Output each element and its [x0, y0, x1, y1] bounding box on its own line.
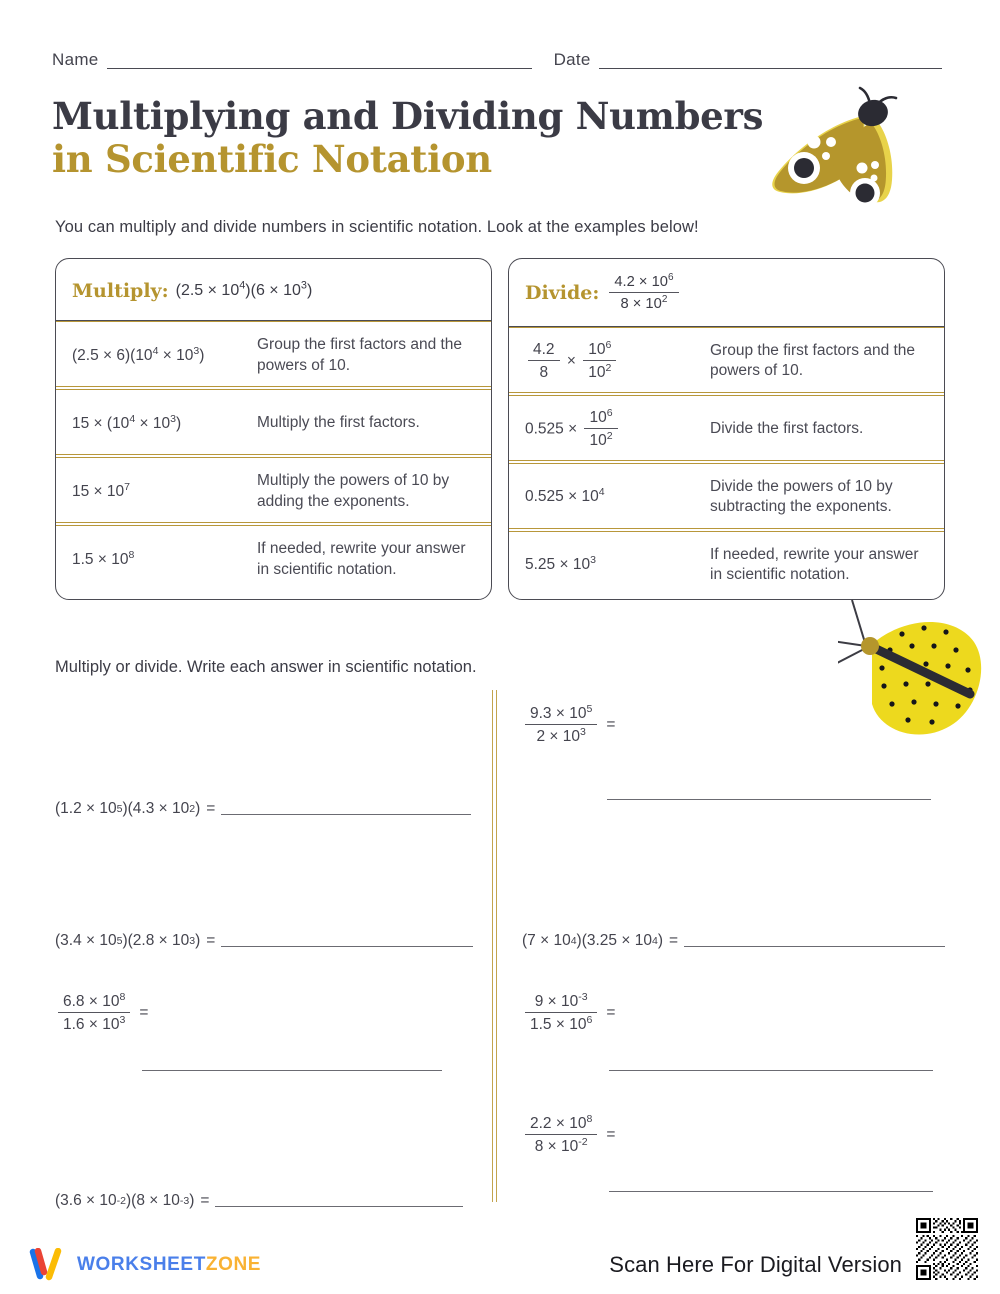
- scan-here-text: Scan Here For Digital Version: [609, 1252, 902, 1277]
- divide-label: Divide:: [525, 282, 600, 305]
- name-label: Name: [52, 50, 99, 69]
- problem-6-expression: $\frac{9 \times 10^{-3}}{1.5 \times 10^6}$ =: [522, 992, 621, 1035]
- moth-illustration-top: [752, 86, 962, 221]
- problem-cell-4: [500, 850, 945, 978]
- multiply-step-4: [56, 525, 491, 593]
- footer: [0, 1230, 1000, 1294]
- problem-cell-7: [55, 1110, 500, 1230]
- page-title: [52, 96, 772, 181]
- problem-5-expression: $\frac{6.8 \times 10^8}{1.6 \times 10^3}$ =: [55, 992, 154, 1035]
- multiply-heading-expression: $(2.5 \times 10^4)(6 \times 10^3)$: [175, 279, 313, 299]
- multiply-step-3-desc: Multiply the powers of 10 by adding the exponents.: [257, 472, 450, 510]
- divide-step-4-expr: $5.25 \times 10^3$: [525, 554, 596, 574]
- problem-4-answer-line[interactable]: [684, 946, 945, 947]
- example-box-divide: [508, 258, 945, 600]
- divide-step-3: [509, 463, 944, 531]
- problem-cell-2: [500, 690, 945, 850]
- multiply-step-3: [56, 457, 491, 525]
- multiply-step-2: [56, 389, 491, 457]
- multiply-step-2-desc: Multiply the first factors.: [257, 414, 420, 432]
- date-label: Date: [553, 50, 591, 69]
- divide-step-4: [509, 531, 944, 599]
- problem-cell-6: [500, 978, 945, 1110]
- problem-row-1: [55, 690, 945, 850]
- problem-7-answer-line[interactable]: [215, 1206, 463, 1207]
- problem-cell-5: [55, 978, 500, 1110]
- problem-6-answer-line[interactable]: [609, 1070, 933, 1071]
- problem-3-answer-line[interactable]: [221, 946, 473, 947]
- divide-step-2-expr: 0.525 × $\frac{10^6}{10^2}$: [525, 408, 710, 451]
- problem-row-3: [55, 978, 945, 1110]
- title-line-2: in Scientific Notation: [52, 137, 492, 182]
- worksheet-zone-logo[interactable]: [28, 1248, 261, 1282]
- date-input-line[interactable]: [599, 68, 942, 69]
- divide-heading-expression: $\frac{4.2 \times 10^6}{8 \times 10^2}$: [609, 273, 678, 314]
- example-box-multiply: [55, 258, 492, 600]
- divide-step-4-desc: If needed, rewrite your answer in scientific notation.: [710, 546, 919, 584]
- problem-row-2: [55, 850, 945, 978]
- problem-8-answer-line[interactable]: [609, 1191, 933, 1192]
- problem-8-expression: $\frac{2.2 \times 10^8}{8 \times 10^{-2}}$ =: [522, 1114, 621, 1157]
- multiply-step-1-expr: $(2.5 \times 6)(10^4 \times 10^3)$: [72, 344, 205, 364]
- problem-1-answer-line[interactable]: [221, 814, 471, 815]
- divide-step-1: [509, 327, 944, 395]
- logo-word-worksheet: WORKSHEET: [77, 1254, 206, 1275]
- problem-cell-3: [55, 850, 500, 978]
- multiply-step-4-expr: $1.5 \times 10^8$: [72, 548, 135, 568]
- divide-step-1-desc: Group the first factors and the powers of 10.: [710, 342, 916, 380]
- problem-4-expression: (7 × 10 4 )(3.25 × 10 4 ) =: [522, 932, 679, 949]
- problem-2-expression: $\frac{9.3 \times 10^5}{2 \times 10^3}$ =: [522, 704, 621, 747]
- multiply-step-4-desc: If needed, rewrite your answer in scientific notation.: [257, 540, 466, 578]
- problems-section: [55, 690, 945, 1230]
- multiply-step-2-expr: $15 \times (10^4 \times 10^3)$: [72, 412, 182, 432]
- title-line-1: Multiplying and Dividing Numbers: [52, 94, 764, 138]
- divide-heading: [509, 259, 944, 327]
- multiply-heading: [56, 259, 491, 321]
- problem-row-4: [55, 1110, 945, 1230]
- problem-5-answer-line[interactable]: [142, 1070, 442, 1071]
- logo-word-zone: ZONE: [205, 1254, 262, 1275]
- logo-mark-icon: [28, 1248, 68, 1282]
- name-date-header: [52, 50, 948, 72]
- multiply-step-3-expr: $15 \times 10^7$: [72, 480, 131, 500]
- divide-step-3-desc: Divide the powers of 10 by subtracting the exponents.: [710, 478, 893, 516]
- multiply-label: Multiply:: [72, 279, 169, 302]
- problem-1-expression: (1.2 × 10 5 )(4.3 × 10 2 ) =: [55, 800, 216, 817]
- divide-step-2: [509, 395, 944, 463]
- multiply-step-1: [56, 321, 491, 389]
- divide-step-3-expr: $0.525 \times 10^4$: [525, 486, 605, 506]
- divide-step-2-desc: Divide the first factors.: [710, 420, 864, 438]
- multiply-step-1-desc: Group the first factors and the powers of 10.: [257, 336, 463, 374]
- logo-text: [77, 1254, 261, 1276]
- problem-3-expression: (3.4 × 10 5 )(2.8 × 10 3 ) =: [55, 932, 216, 949]
- directions-text: Multiply or divide. Write each answer in scientific notation.: [55, 658, 477, 676]
- qr-code-icon[interactable]: [916, 1218, 978, 1280]
- problem-cell-1: [55, 690, 500, 850]
- problem-7-expression: (3.6 × 10 -2 )(8 × 10 -3 ) =: [55, 1192, 210, 1209]
- example-boxes: [55, 258, 945, 600]
- divide-step-1-expr: $\frac{4.2}{8}$ × $\frac{10^6}{10^2}$: [525, 340, 710, 383]
- name-input-line[interactable]: [107, 68, 532, 69]
- problem-cell-8: [500, 1110, 945, 1230]
- intro-text: You can multiply and divide numbers in scientific notation. Look at the examples below!: [55, 218, 699, 236]
- problem-2-answer-line[interactable]: [607, 799, 931, 800]
